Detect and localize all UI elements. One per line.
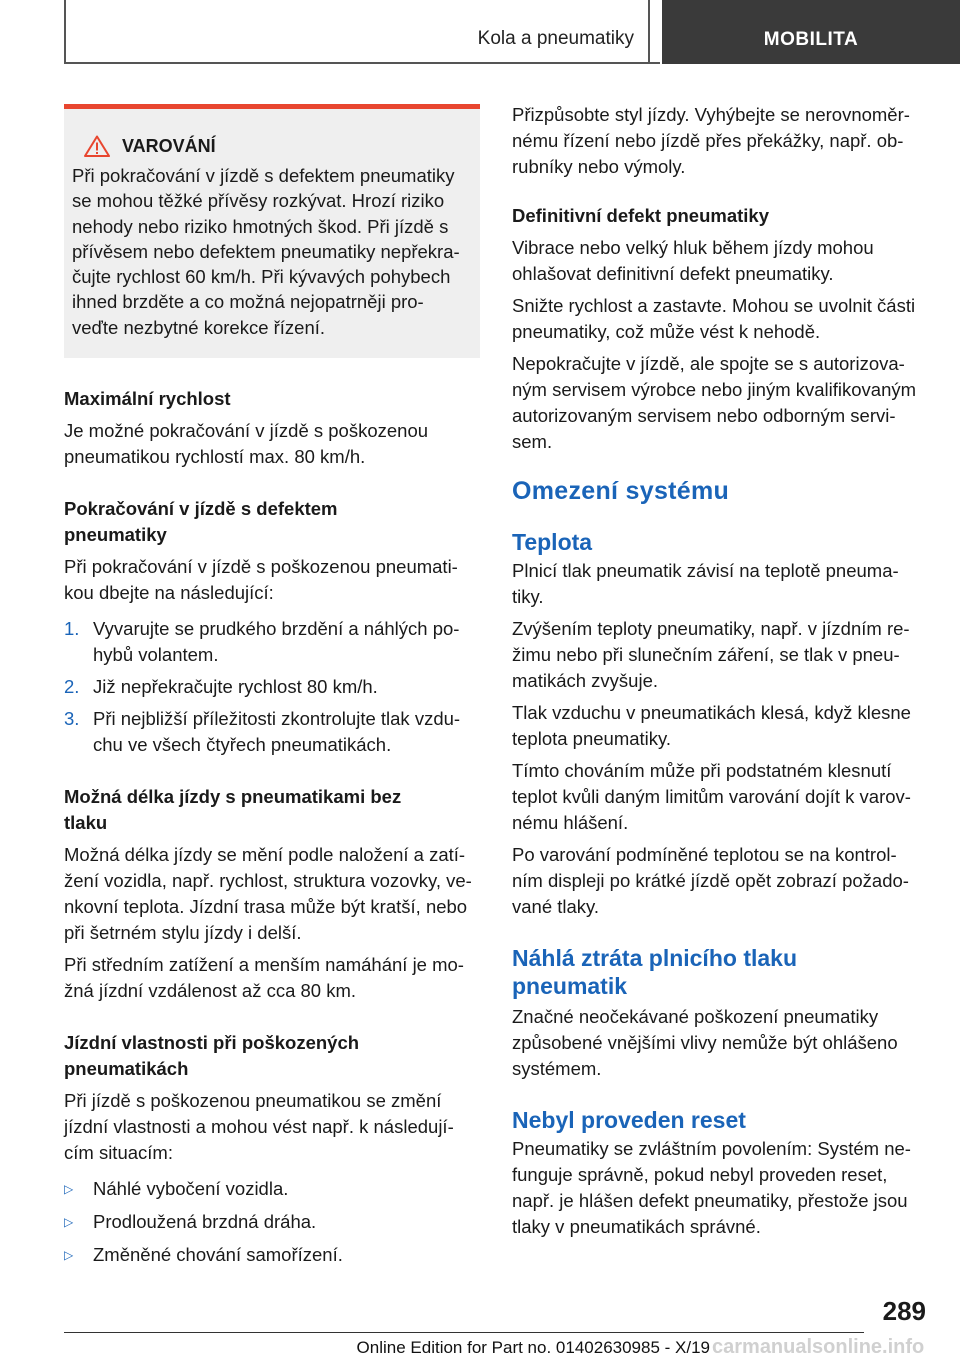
- intro-text: Přizpůsobte styl jízdy. Vyhýbejte se nerovnoměr‐ nému řízení nebo jízdě přes překážky, např. ob‐ rubníky nebo výmoly.: [512, 104, 910, 177]
- definitive-text-1: Vibrace nebo velký hluk během jízdy mohou ohlašovat definitivní defekt pneumatiky.: [512, 237, 874, 284]
- range-text-1: Možná délka jízdy se mění podle naložení a zatí‐ žení vozidla, např. rychlost, struktura vozovky, ve‐ nkovní teplota. Jízdní trasa může být kratší, nebo při šetrném stylu jízdy i delší.: [64, 844, 472, 943]
- header-chapter-tab[interactable]: MOBILITA: [662, 0, 960, 64]
- max-speed-heading: Maximální rychlost: [64, 388, 231, 409]
- max-speed-text: Je možné pokračování v jízdě s poškozenou pneumatikou rychlostí max. 80 km/h.: [64, 420, 429, 467]
- range-heading: Možná délka jízdy s pneumatikami bez tlaku: [64, 786, 402, 833]
- continue-heading: Pokračování v jízdě s defektem pneumatiky: [64, 498, 338, 545]
- continue-text: Při pokračování v jízdě s poškozenou pneumati‐ kou dbejte na následující:: [64, 556, 458, 603]
- system-limits-heading: Omezení systému: [512, 477, 730, 505]
- edition-note: Online Edition for Part no. 01402630985 - X/19: [356, 1338, 710, 1357]
- page-number: 289: [882, 1296, 926, 1326]
- definitive-text-2: Snižte rychlost a zastavte. Mohou se uvolnit části pneumatiky, což může vést k nehodě.: [512, 295, 916, 342]
- pressure-loss-heading: Náhlá ztráta plnicího tlaku pneumatik: [512, 945, 797, 999]
- definitive-heading: Definitivní defekt pneumatiky: [512, 205, 769, 226]
- list-item: ▷ Náhlé vybočení vozidla.: [64, 1176, 480, 1202]
- triangle-bullet-icon: ▷: [64, 1248, 74, 1262]
- header-rule-divider: [648, 0, 650, 64]
- handling-list: [64, 1176, 480, 1268]
- list-item: 3. Při nejbližší příležitosti zkontrolujte tlak vzdu‐ chu ve všech čtyřech pneumatikách.: [64, 708, 461, 755]
- header-section-title: Kola a pneumatiky: [477, 28, 634, 49]
- temperature-text-5: Po varování podmíněné teplotou se na kontrol‐ ním displeji po krátké jízdě opět zobrazí požado‐ vané tlaky.: [512, 844, 909, 917]
- left-column: [64, 386, 480, 1268]
- pressure-loss-text: Značné neočekávané poškození pneumatiky způsobené vnějšími vlivy nemůže být ohlášeno systémem.: [512, 1006, 898, 1079]
- watermark: carmanualsonline.info: [712, 1336, 925, 1358]
- handling-text: Při jízdě s poškozenou pneumatikou se změní jízdní vlastnosti a mohou vést např. k následují‐ cím situacím:: [64, 1090, 454, 1163]
- header-rule-bottom: [64, 62, 660, 64]
- continue-list: [64, 616, 480, 758]
- warning-title: [84, 135, 472, 157]
- warning-box: [64, 104, 480, 358]
- handling-heading: Jízdní vlastnosti při poškozených pneumatikách: [64, 1032, 360, 1079]
- reset-text: Pneumatiky se zvláštním povolením: Systém ne‐ funguje správně, pokud nebyl proveden reset, např. je hlášen defekt pneumatiky, přestože jsou tlaky v pneumatikách správné.: [512, 1138, 911, 1237]
- footer-rule: [64, 1332, 864, 1333]
- triangle-bullet-icon: ▷: [64, 1182, 74, 1196]
- reset-heading: Nebyl proveden reset: [512, 1107, 746, 1133]
- right-column: [512, 102, 932, 1240]
- header-rule-left: [64, 0, 66, 64]
- warning-text: Při pokračování v jízdě s defektem pneumatiky se mohou těžké přívěsy rozkývat. Hrozí riziko nehody nebo riziko hmotných škod. Při jízdě s přívěsem nebo defektem pneumatiky nepřekra‐ čujte rychlost 60 km/h. Při kývavých pohybech ihned brzděte a co možná nejopatrněji pro‐ veďte nezbytné korekce řízení.: [72, 165, 460, 338]
- triangle-bullet-icon: ▷: [64, 1215, 74, 1229]
- definitive-text-3: Nepokračujte v jízdě, ale spojte se s autorizova‐ ným servisem výrobce nebo jiným kvalifikovaným autorizovaným servisem nebo odborným servi‐ sem.: [512, 353, 917, 452]
- warning-triangle-icon: [84, 135, 110, 157]
- list-item: 2. Již nepřekračujte rychlost 80 km/h.: [64, 676, 378, 697]
- temperature-text-3: Tlak vzduchu v pneumatikách klesá, když klesne teplota pneumatiky.: [512, 702, 911, 749]
- list-item: ▷ Změněné chování samořízení.: [64, 1242, 480, 1268]
- temperature-text-2: Zvýšením teploty pneumatiky, např. v jízdním re‐ žimu nebo při slunečním záření, se tlak v pneu‐ matikách zvyšuje.: [512, 618, 910, 691]
- warning-title-text: VAROVÁNÍ: [122, 135, 216, 156]
- list-item: 1. Vyvarujte se prudkého brzdění a náhlých po‐ hybů volantem.: [64, 618, 460, 665]
- temperature-text-1: Plnicí tlak pneumatik závisí na teplotě pneuma‐ tiky.: [512, 560, 899, 607]
- temperature-heading: Teplota: [512, 529, 593, 555]
- temperature-text-4: Tímto chováním může při podstatném klesnutí teplot kvůli daným limitům varování dojít k varov‐ nému hlášení.: [512, 760, 911, 833]
- range-text-2: Při středním zatížení a menším namáhání je mo‐ žná jízdní vzdálenost až cca 80 km.: [64, 954, 464, 1001]
- list-item: ▷ Prodloužená brzdná dráha.: [64, 1209, 480, 1235]
